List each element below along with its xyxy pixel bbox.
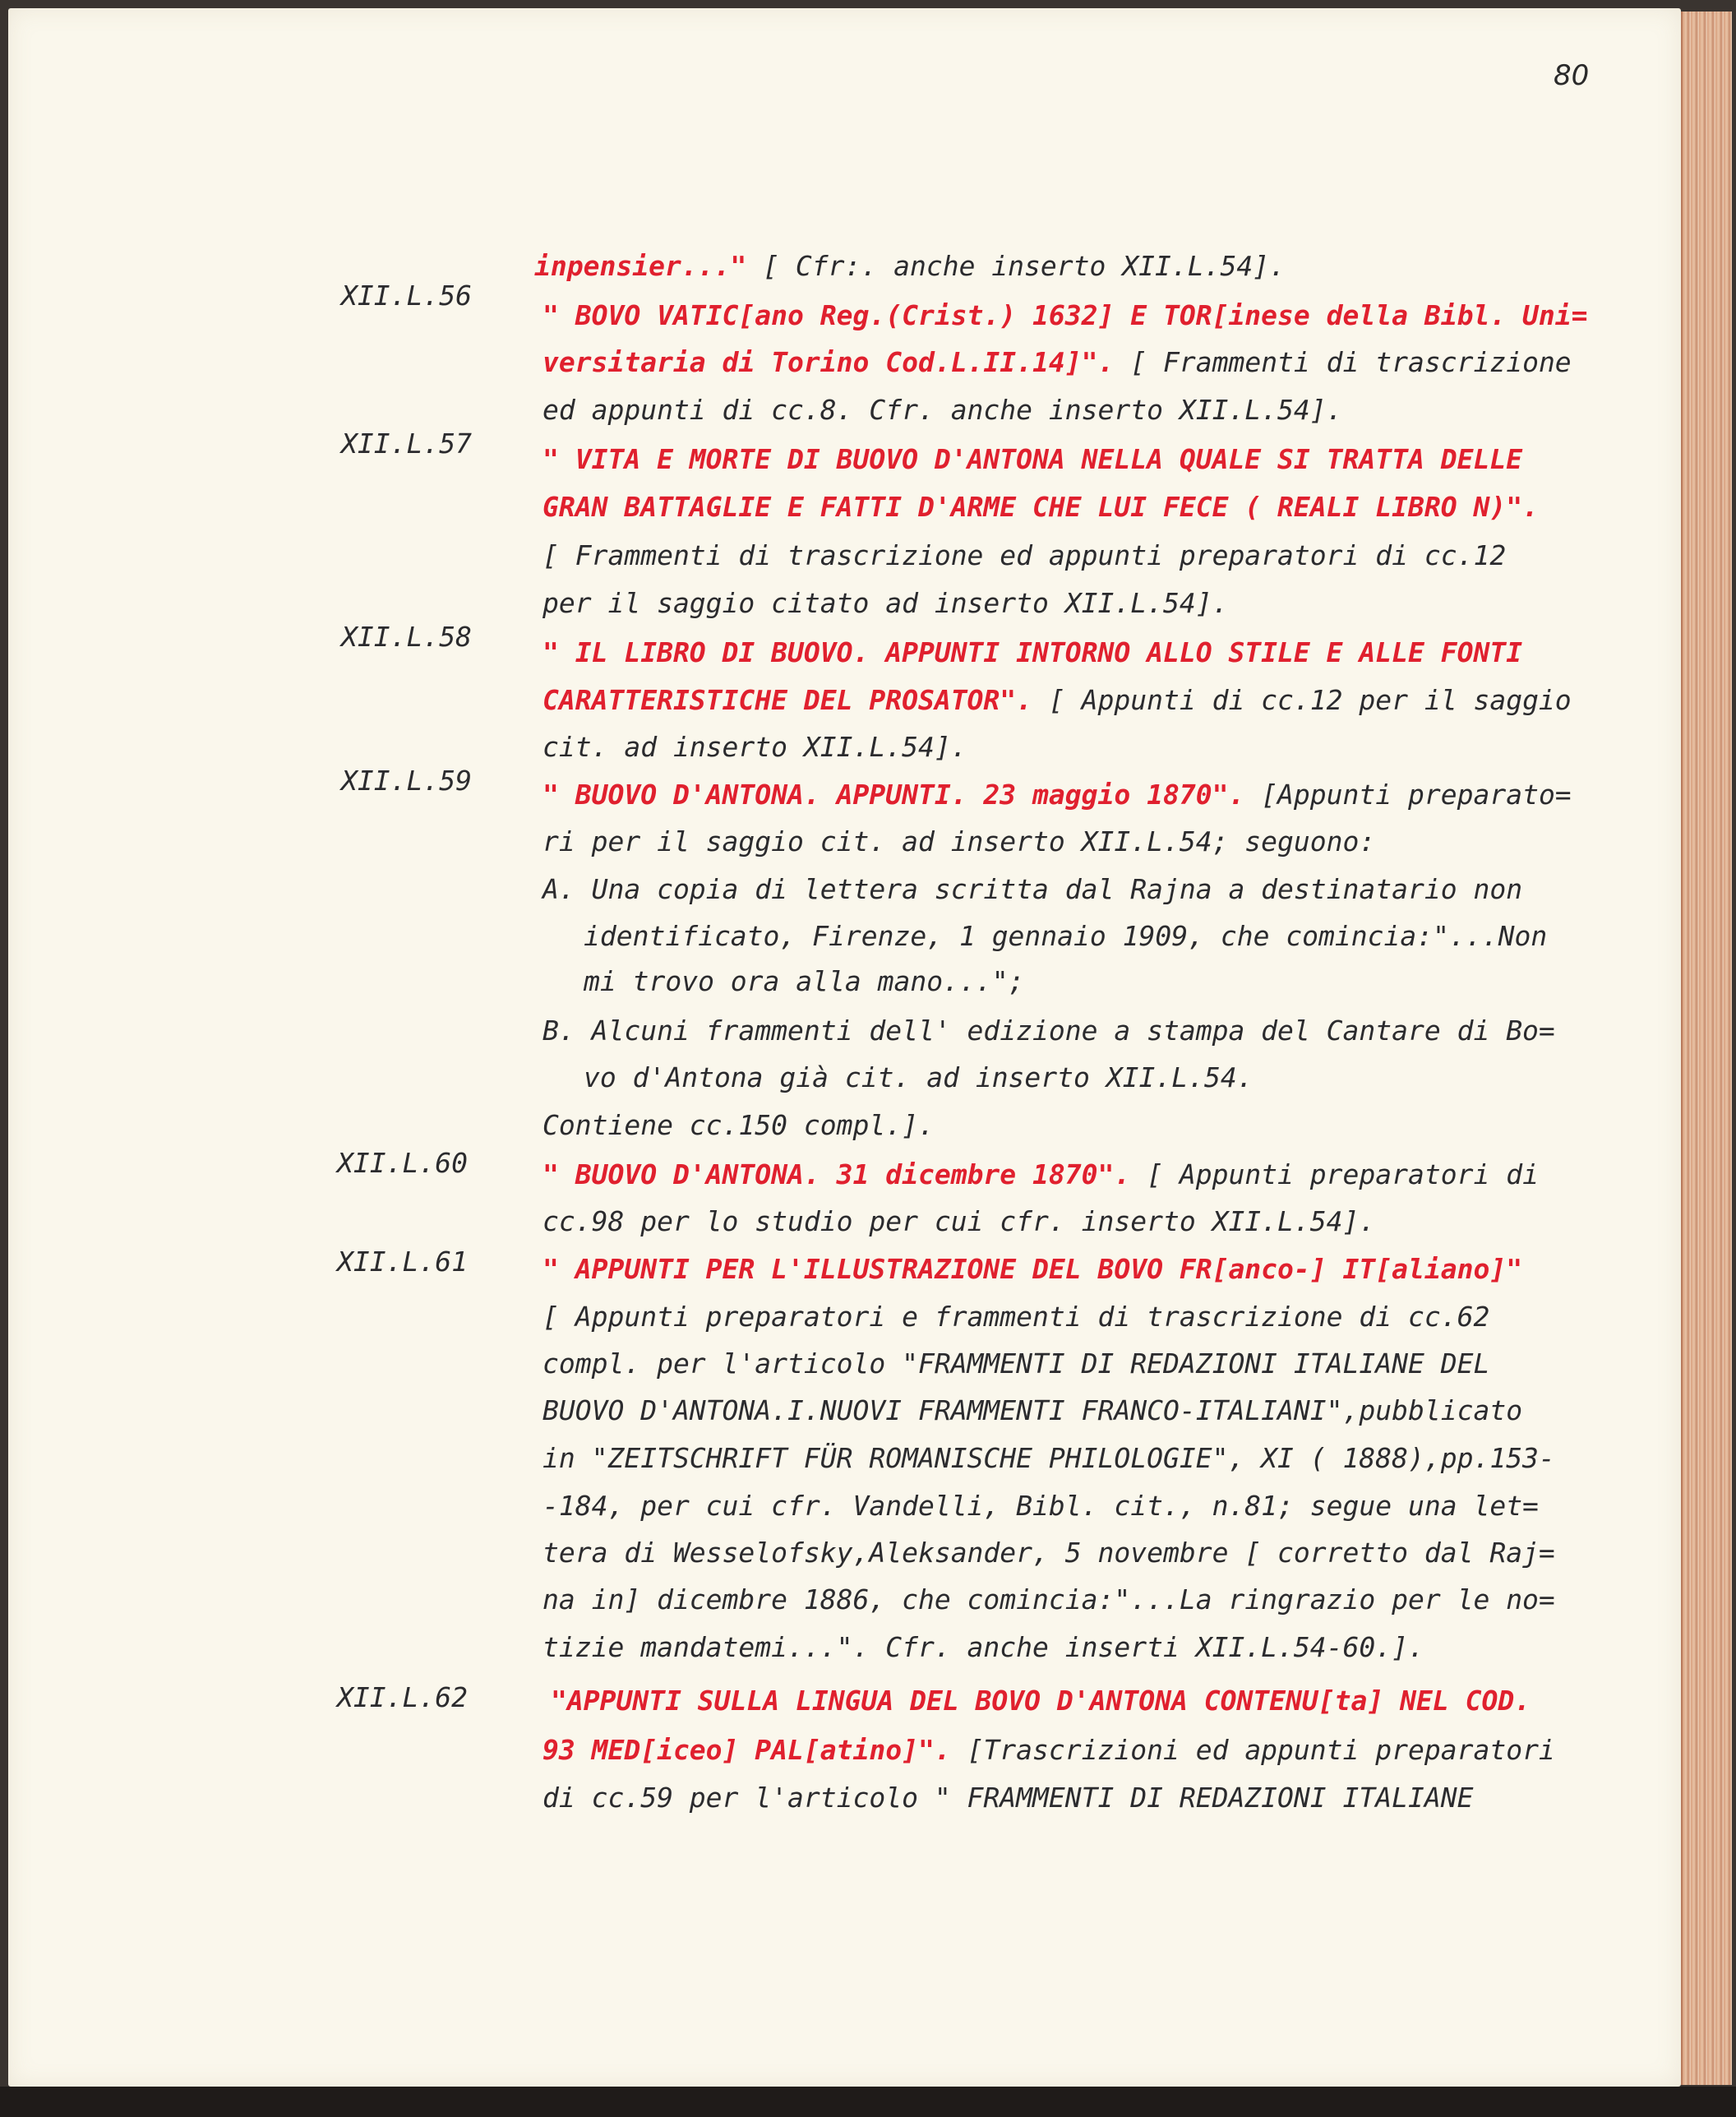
text-line [584,958,1024,1005]
text-line [542,483,1539,531]
text-line [542,580,1228,627]
inventory-code-62: XII.L.62 [337,1681,468,1713]
black-text-segment: ed appunti di cc.8. Cfr. anche inserto XII.L.54]. [542,394,1343,426]
black-text-segment: per il saggio citato ad inserto XII.L.54]. [542,587,1229,619]
text-line [551,1677,1531,1725]
text-line [542,1246,1522,1293]
text-line [542,1624,1424,1671]
text-line [542,677,1572,724]
black-text-segment: na in] dicembre 1886, che comincia:"...La ringrazio per le no= [542,1583,1555,1615]
black-text-segment: B. Alcuni frammenti dell' edizione a stampa del Cantare di Bo= [542,1015,1555,1047]
book-page-edges [1681,12,1732,2085]
text-line [542,1007,1555,1055]
black-text-segment: di cc.59 per l'articolo " FRAMMENTI DI REDAZIONI ITALIANE [542,1782,1474,1814]
text-line [542,1387,1522,1435]
black-text-segment: [ Appunti preparatori di [1147,1158,1539,1190]
red-title-segment: " BOVO VATIC[ano Reg.(Crist.) 1632] E TOR[inese della Bibl. Uni= [542,299,1588,331]
red-title-segment: " APPUNTI PER L'ILLUSTRAZIONE DEL BOVO FR[anco-] IT[aliano]" [542,1253,1523,1285]
text-line [542,1340,1489,1388]
inventory-code-61: XII.L.61 [337,1246,468,1278]
black-text-segment: compl. per l'articolo "FRAMMENTI DI REDAZIONI ITALIANE DEL [542,1347,1490,1380]
text-line [542,771,1572,819]
inventory-code-58: XII.L.58 [341,621,472,653]
text-line [542,629,1522,677]
black-text-segment: tizie mandatemi...". Cfr. anche inserti XII.L.54-60.]. [542,1631,1424,1663]
text-line [542,866,1522,913]
black-text-segment: [Appunti preparato= [1261,779,1572,811]
black-text-segment: in "ZEITSCHRIFT FÜR ROMANISCHE PHILOLOGIE", XI ( 1888),pp.153- [542,1442,1555,1474]
inventory-code-60: XII.L.60 [337,1147,468,1179]
black-text-segment: identificato, Firenze, 1 gennaio 1909, che comincia:"...Non [584,920,1548,952]
black-text-segment: [ Frammenti di trascrizione [1130,346,1572,378]
text-line [542,339,1572,386]
red-title-segment: " BUOVO D'ANTONA. APPUNTI. 23 maggio 1870". [542,779,1262,811]
text-line [542,386,1343,434]
text-line [542,818,1375,866]
inventory-code-57: XII.L.57 [341,428,472,460]
red-title-segment: 93 MED[iceo] PAL[atino]". [542,1734,967,1766]
black-text-segment: -184, per cui cfr. Vandelli, Bibl. cit., n.81; segue una let= [542,1490,1539,1522]
black-text-segment: [Trascrizioni ed appunti preparatori [967,1734,1555,1766]
black-text-segment: BUOVO D'ANTONA.I.NUOVI FRAMMENTI FRANCO-ITALIANI",pubblicato [542,1394,1523,1426]
black-text-segment: tera di Wesselofsky,Aleksander, 5 novembre [ corretto dal Raj= [542,1537,1555,1569]
red-title-segment: " BUOVO D'ANTONA. 31 dicembre 1870". [542,1158,1147,1190]
black-text-segment: cc.98 per lo studio per cui cfr. inserto XII.L.54]. [542,1205,1376,1237]
black-text-segment: ri per il saggio cit. ad inserto XII.L.54; seguono: [542,825,1376,857]
text-line [542,1529,1555,1577]
red-title-segment: versitaria di Torino Cod.L.II.14]". [542,346,1131,378]
text-line [542,723,967,771]
text-line [542,1576,1555,1624]
red-title-segment: GRAN BATTAGLIE E FATTI D'ARME CHE LUI FECE ( REALI LIBRO N)". [542,491,1539,523]
page-number: 80 [1554,59,1590,92]
text-line [534,243,1286,290]
text-line [542,532,1506,580]
text-line [542,292,1588,340]
black-text-segment: [ Appunti preparatori e frammenti di trascrizione di cc.62 [542,1301,1490,1333]
red-title-segment: inpensier..." [534,250,764,282]
text-line [542,1435,1555,1482]
red-title-segment: CARATTERISTICHE DEL PROSATOR". [542,684,1049,716]
text-line [542,1482,1539,1530]
red-title-segment: " IL LIBRO DI BUOVO. APPUNTI INTORNO ALLO STILE E ALLE FONTI [542,636,1523,668]
black-text-segment: [ Frammenti di trascrizione ed appunti preparatori di cc.12 [542,539,1507,571]
red-title-segment: "APPUNTI SULLA LINGUA DEL BOVO D'ANTONA CONTENU[ta] NEL COD. [551,1685,1531,1717]
inventory-code-56: XII.L.56 [341,280,472,312]
red-title-segment: " VITA E MORTE DI BUOVO D'ANTONA NELLA QUALE SI TRATTA DELLE [542,443,1523,475]
document-page [8,8,1681,2087]
text-line [584,1054,1254,1102]
text-line [542,436,1522,483]
text-line [542,1198,1375,1246]
black-text-segment: [ Appunti di cc.12 per il saggio [1048,684,1572,716]
inventory-code-59: XII.L.59 [341,765,472,797]
scan-bottom-shadow [0,2087,1736,2117]
black-text-segment: vo d'Antona già cit. ad inserto XII.L.54. [584,1061,1254,1093]
black-text-segment: Contiene cc.150 compl.]. [542,1109,935,1141]
text-line [542,1774,1473,1822]
black-text-segment: cit. ad inserto XII.L.54]. [542,731,967,763]
text-line [584,913,1547,960]
text-line [542,1293,1489,1341]
text-line [542,1102,935,1149]
text-line [542,1726,1555,1774]
black-text-segment: A. Una copia di lettera scritta dal Rajna a destinatario non [542,873,1523,905]
black-text-segment: [ Cfr:. anche inserto XII.L.54]. [763,250,1286,282]
text-line [542,1151,1539,1199]
black-text-segment: mi trovo ora alla mano..."; [584,965,1025,997]
